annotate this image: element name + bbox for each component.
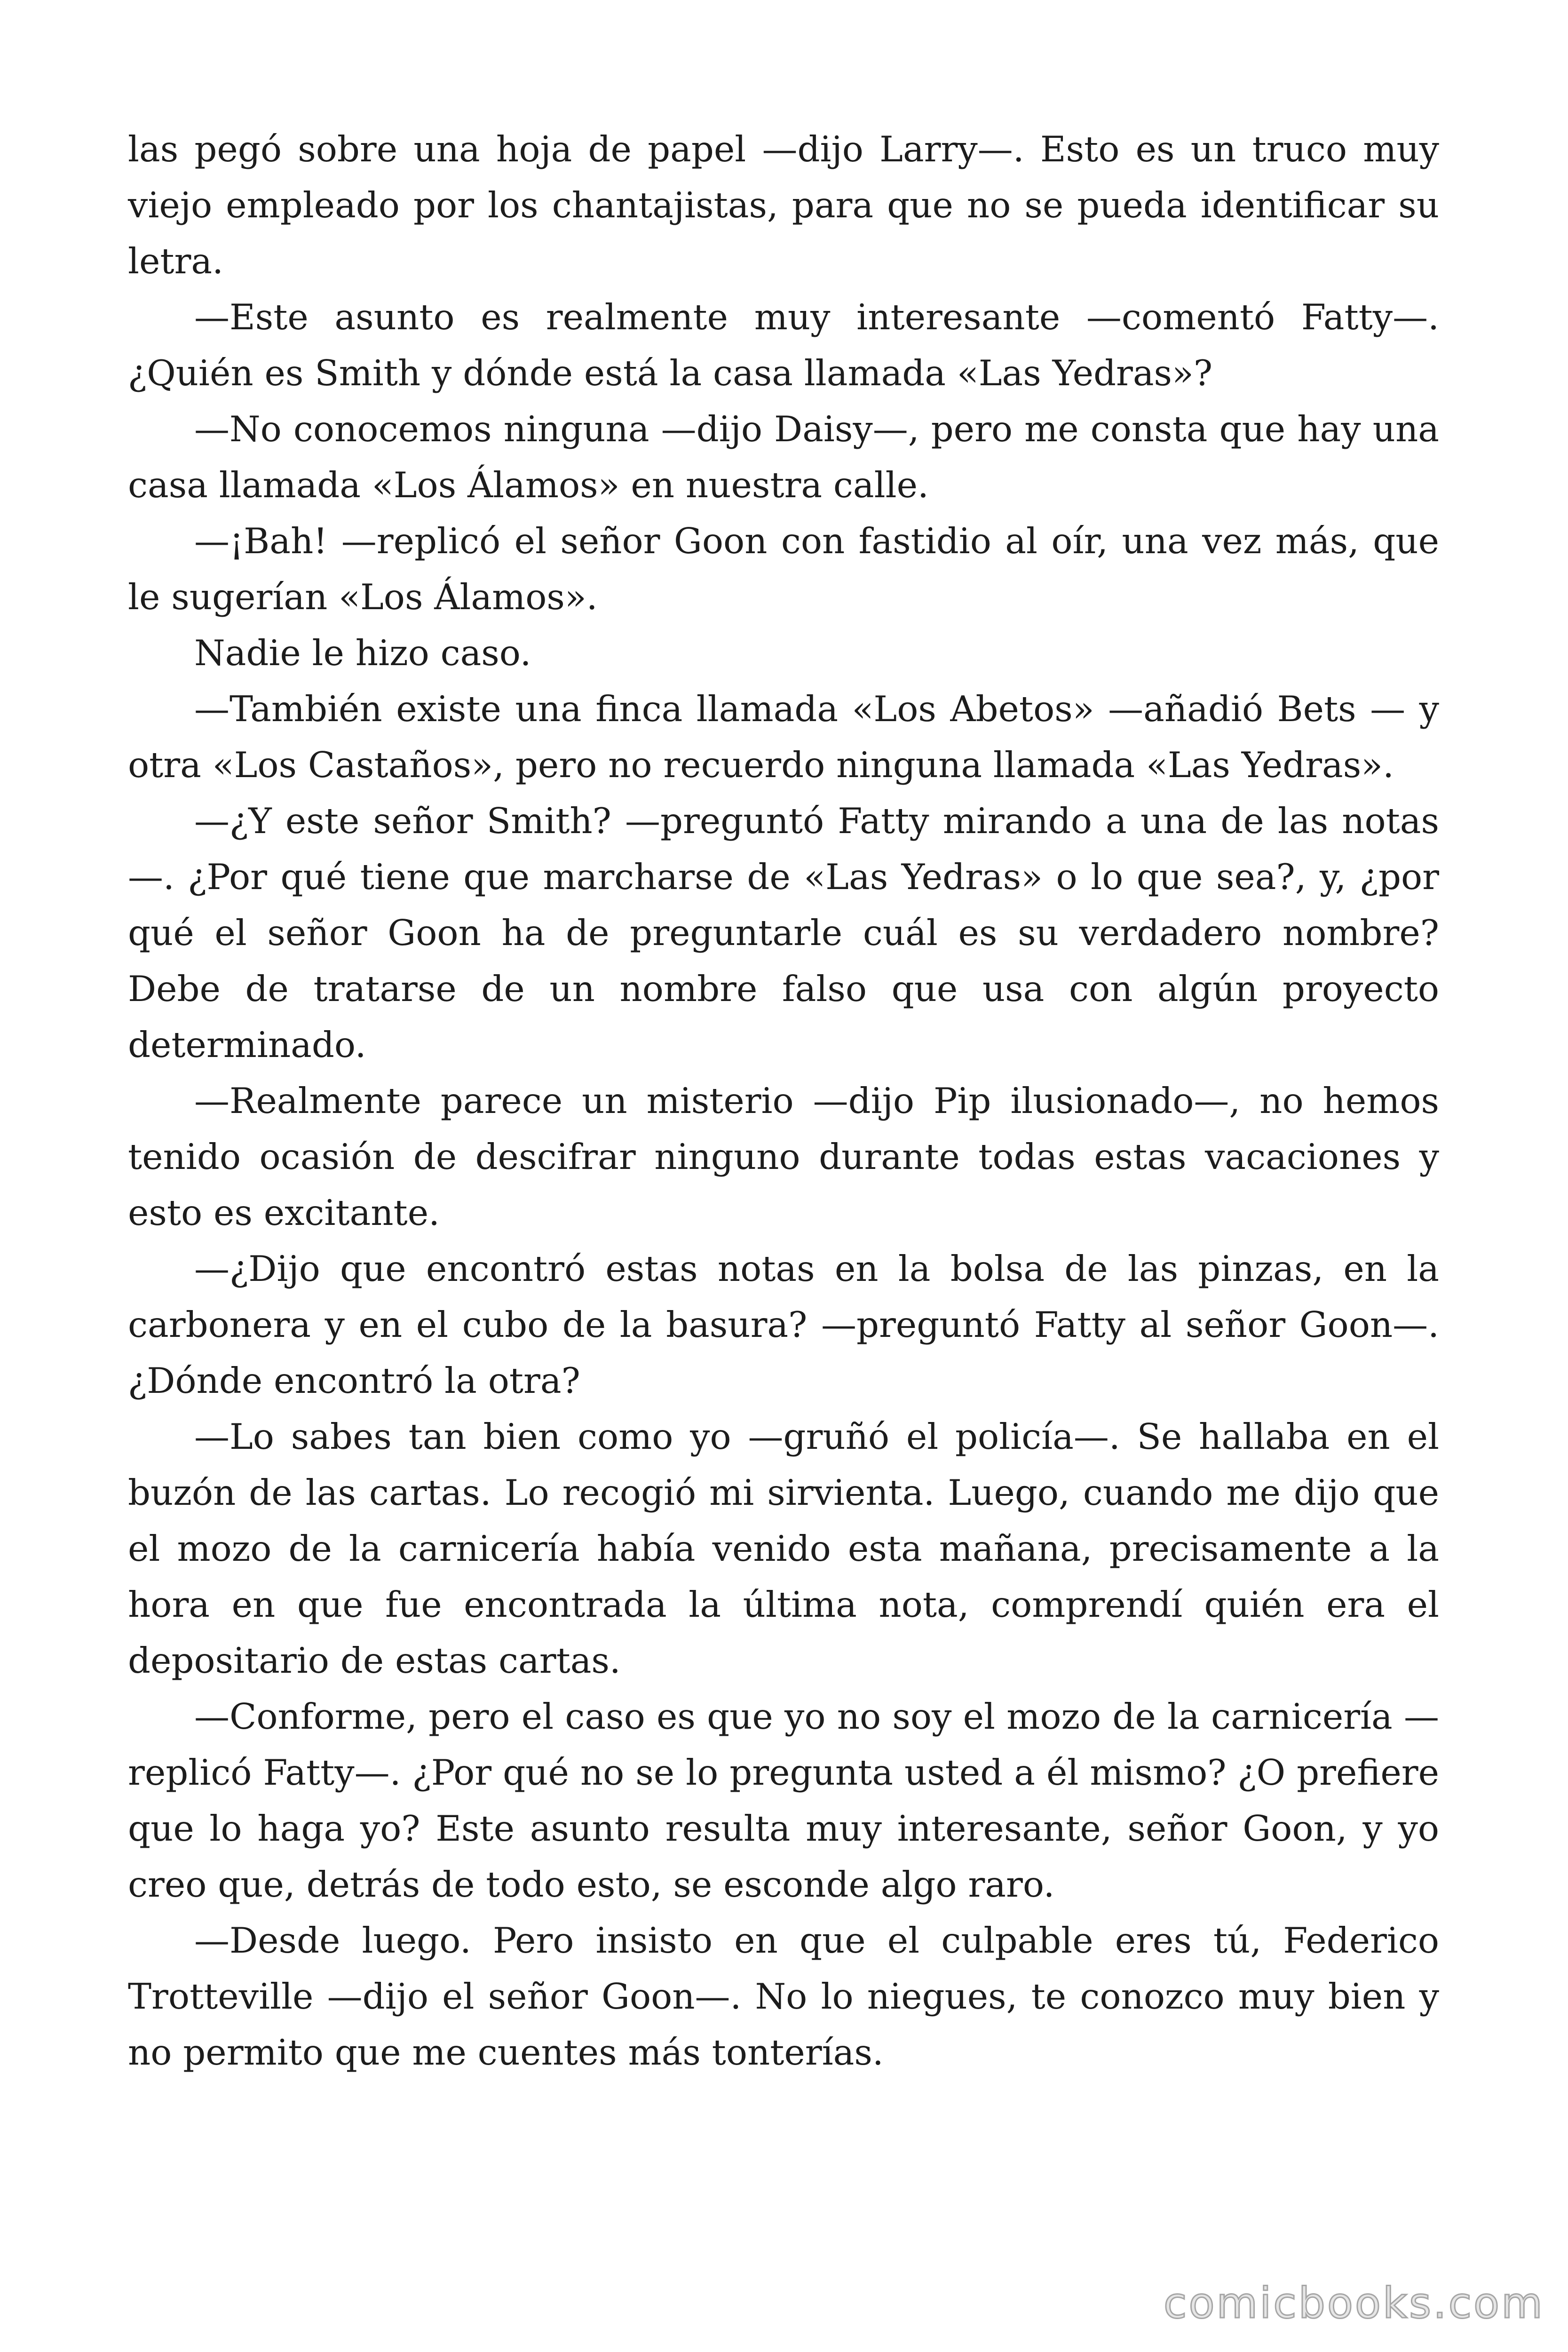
paragraph: —Conforme, pero el caso es que yo no soy el mozo de la carnicería —replicó Fatty—. ¿Por qué no se lo pregunta usted a él mismo? ¿O prefiere que lo haga yo? Este asunto resulta muy interesante, señor Goon, y yo creo que, detrás de todo esto, se esconde algo raro. [128, 1696, 1439, 1905]
paragraph: —¿Y este señor Smith? —preguntó Fatty mirando a una de las notas—. ¿Por qué tiene que marcharse de «Las Yedras» o lo que sea?, y, ¿por qué el señor Goon ha de preguntarle cuál es su verdadero nombre? Debe de tratarse de un nombre falso que usa con algún proyecto determinado. [128, 800, 1439, 1065]
paragraph: —También existe una finca llamada «Los Abetos» —añadió Bets — y otra «Los Castaños», pero no recuerdo ninguna llamada «Las Yedras». [128, 688, 1439, 786]
paragraph: —No conocemos ninguna —dijo Daisy—, pero me consta que hay una casa llamada «Los Álamos» en nuestra calle. [128, 408, 1439, 506]
paragraph: —Desde luego. Pero insisto en que el culpable eres tú, Federico Trotteville —dijo el señor Goon—. No lo niegues, te conozco muy bien y no permito que me cuentes más tonterías. [128, 1920, 1439, 2073]
paragraph: —¡Bah! —replicó el señor Goon con fastidio al oír, una vez más, que le sugerían «Los Álamos». [128, 520, 1439, 618]
paragraph: las pegó sobre una hoja de papel —dijo Larry—. Esto es un truco muy viejo empleado por los chantajistas, para que no se pueda identificar su letra. [128, 128, 1439, 282]
paragraph: Nadie le hizo caso. [194, 632, 531, 674]
paragraph: —Este asunto es realmente muy interesante —comentó Fatty—. ¿Quién es Smith y dónde está la casa llamada «Las Yedras»? [128, 296, 1439, 394]
paragraph: —¿Dijo que encontró estas notas en la bolsa de las pinzas, en la carbonera y en el cubo de la basura? —preguntó Fatty al señor Goon—. ¿Dónde encontró la otra? [128, 1248, 1439, 1401]
paragraph: —Realmente parece un misterio —dijo Pip ilusionado—, no hemos tenido ocasión de descifrar ninguno durante todas estas vacaciones y esto es excitante. [128, 1080, 1439, 1233]
page-body [128, 121, 1439, 2081]
watermark: comicbooks.com [1164, 2279, 1544, 2328]
paragraph: —Lo sabes tan bien como yo —gruñó el policía—. Se hallaba en el buzón de las cartas. Lo recogió mi sirvienta. Luego, cuando me dijo que el mozo de la carnicería había venido esta mañana, precisamente a la hora en que fue encontrada la última nota, comprendí quién era el depositario de estas cartas. [128, 1416, 1439, 1681]
